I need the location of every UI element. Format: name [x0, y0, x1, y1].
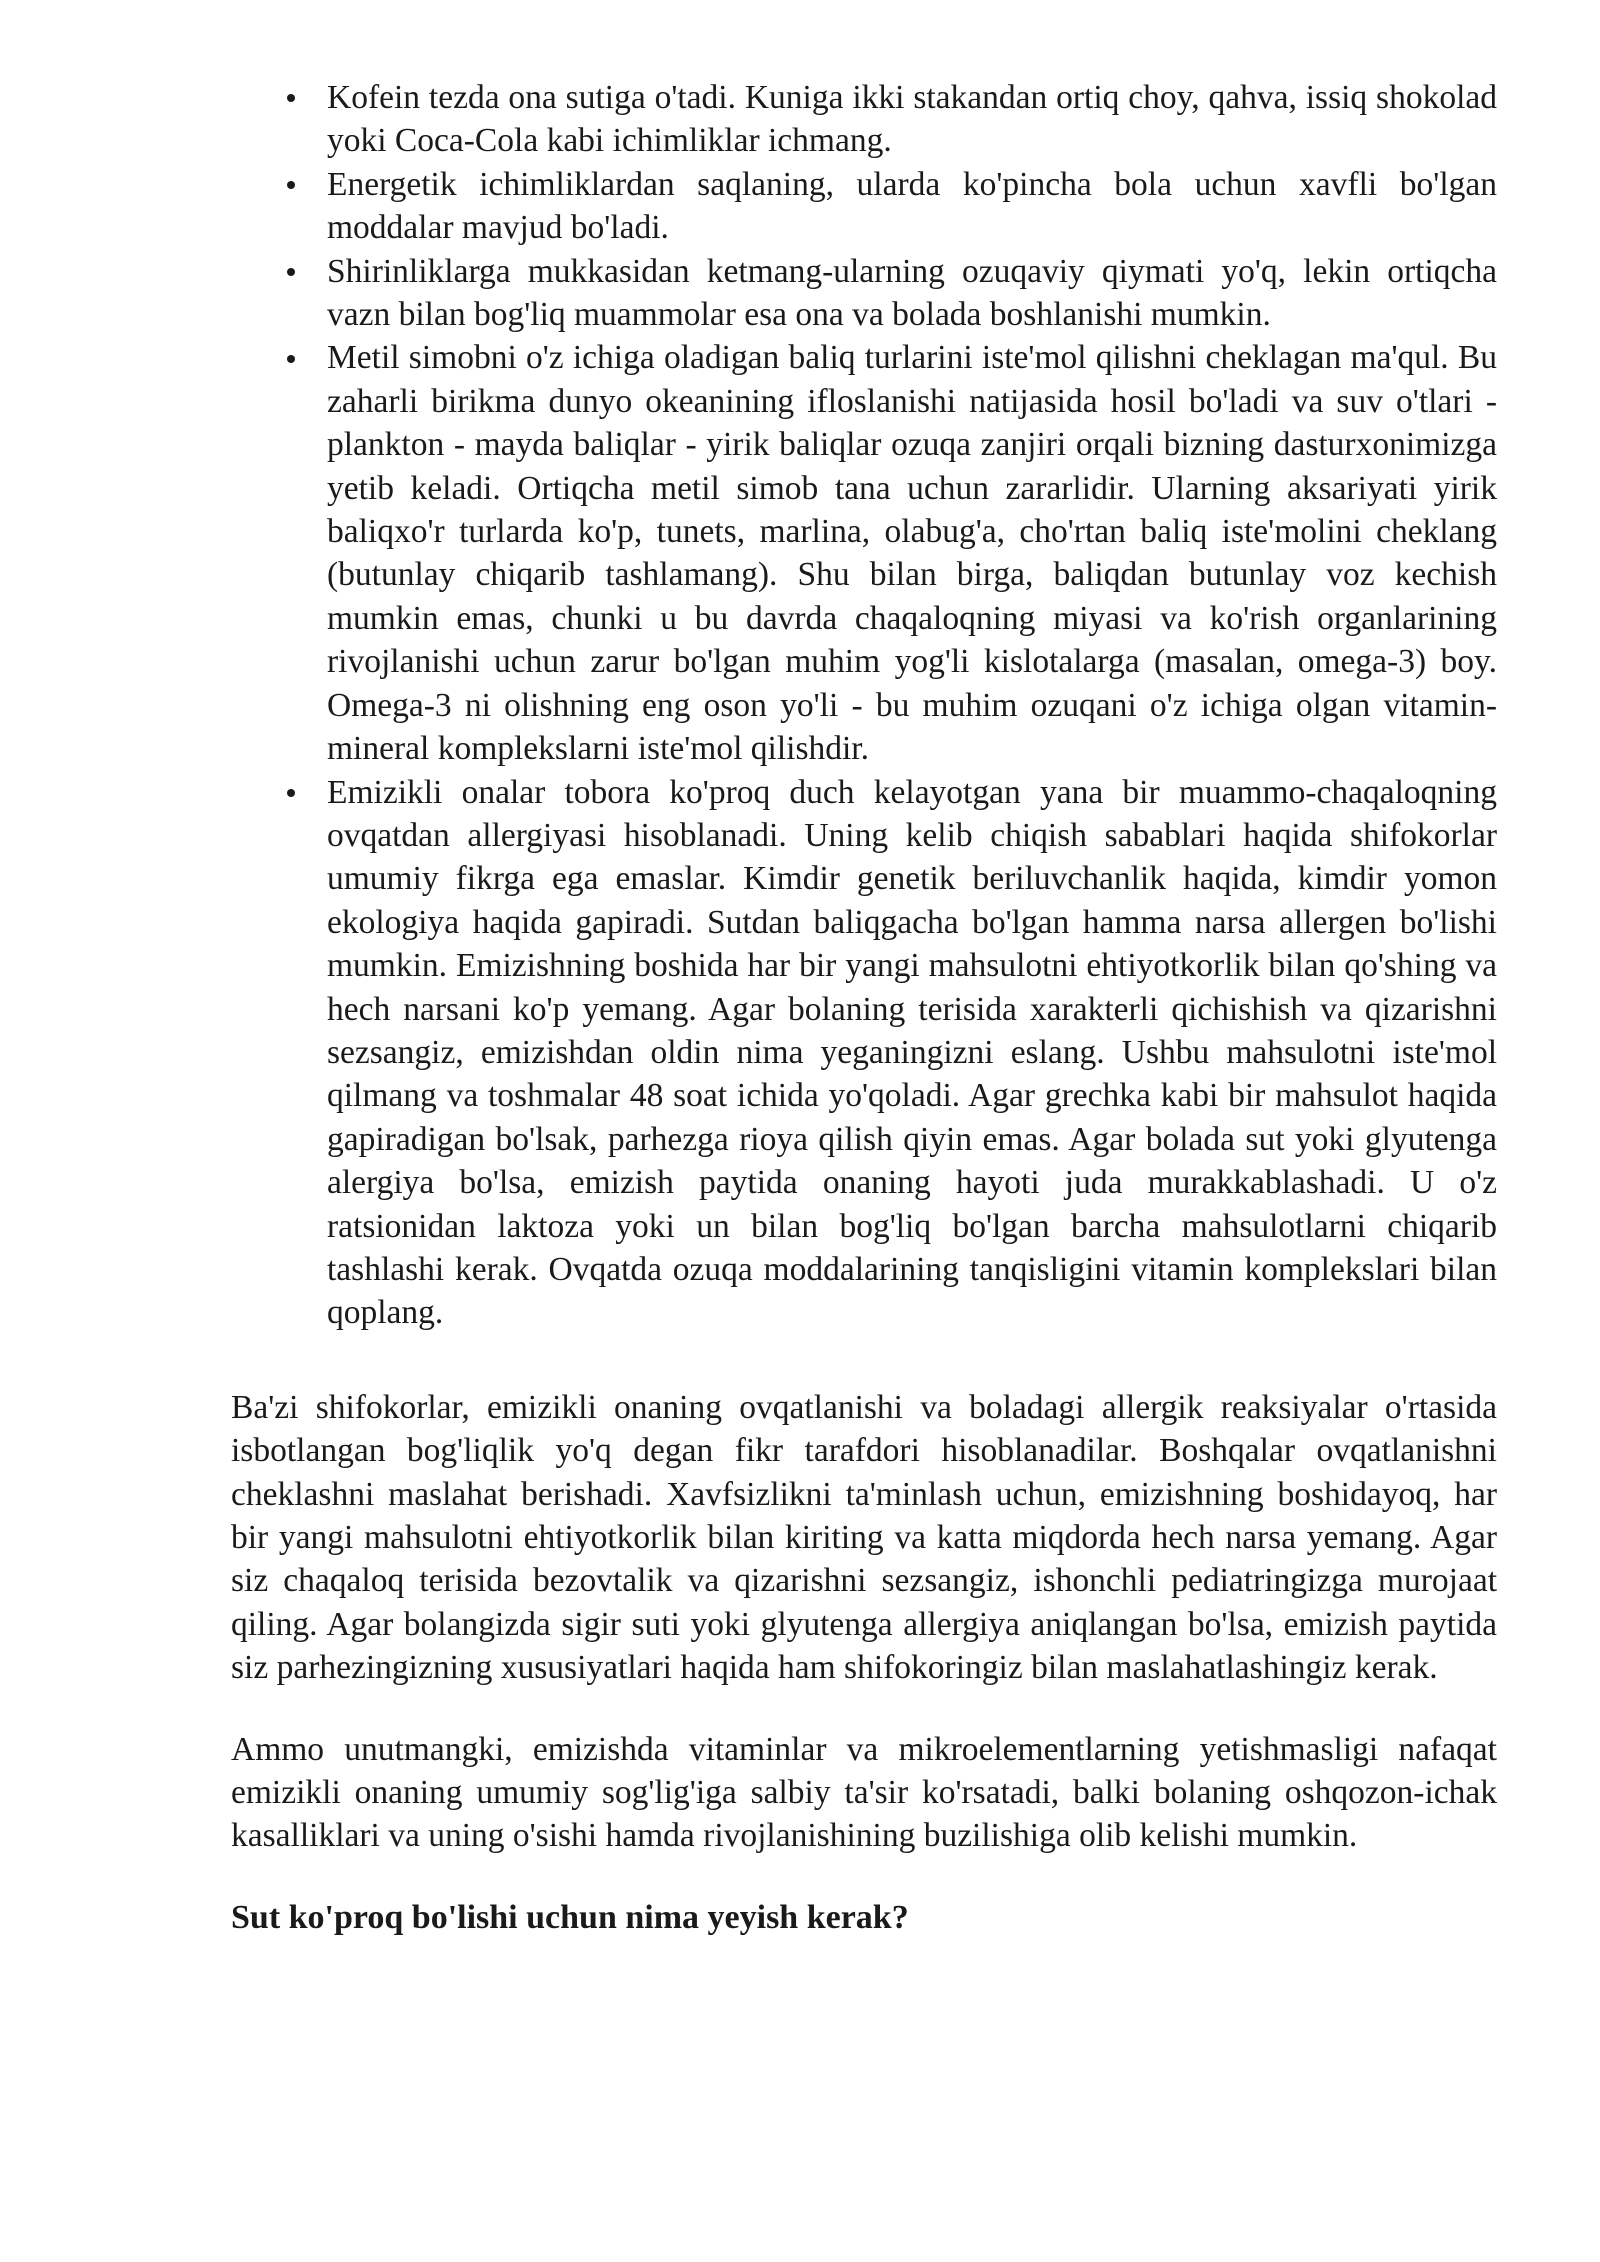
bullet-icon	[281, 250, 301, 293]
bullet-text: Kofein tezda ona sutiga o'tadi. Kuniga ikki stakandan ortiq choy, qahva, issiq shokolad yoki Coca-Cola kabi ichimliklar ichmang.	[327, 79, 1497, 160]
bullet-text: Shirinliklarga mukkasidan ketmang-ularning ozuqaviy qiymati yo'q, lekin ortiqcha vazn bilan bog'liq muammolar esa ona va bolada boshlanishi mumkin.	[327, 252, 1497, 334]
document-page	[231, 76, 1497, 1939]
list-item	[231, 250, 1497, 337]
list-item	[231, 771, 1497, 1335]
bullet-text: Emizikli onalar tobora ko'proq duch kelayotgan yana bir muammo-chaqaloqning ovqatdan allergiyasi hisoblanadi. Uning kelib chiqish sabablari haqida shifokorlar umumiy fikrga ega emaslar. Kimdir genetik beriluvchanlik haqida, kimdir yomon ekologiya haqida gapiradi. Sutdan baliqgacha bo'lgan hamma narsa allergen bo'lishi mumkin. Emizishning boshida har bir yangi mahsulotni ehtiyotkorlik bilan qo'shing va hech narsani ko'p yemang. Agar bolaning terisida xarakterli qichishish va qizarishni sezsangiz, emizishdan oldin nima yeganingizni eslang. Ushbu mahsulotni iste'mol qilmang va toshmalar 48 soat ichida yo'qoladi. Agar grechka kabi bir mahsulot haqida gapiradigan bo'lsak, parhezga rioya qilish qiyin emas. Agar bolada sut yoki glyutenga alergiya bo'lsa, emizish paytida onaning hayoti juda murakkablashadi. U o'z ratsionidan laktoza yoki un bilan bog'liq bo'lgan barcha mahsulotlarni chiqarib tashlashi kerak. Ovqatda ozuqa moddalarining tanqisligini vitamin komplekslari bilan qoplang.	[327, 773, 1497, 1332]
list-item	[231, 336, 1497, 770]
section-heading: Sut ko'proq bo'lishi uchun nima yeyish kerak?	[231, 1898, 909, 1936]
bullet-icon	[281, 336, 301, 379]
bullet-text: Metil simobni o'z ichiga oladigan baliq turlarini iste'mol qilishni cheklagan ma'qul. Bu zaharli birikma dunyo okeanining ifloslanishi natijasida hosil bo'ladi va suv o'tlari - plankton - mayda baliqlar - yirik baliqlar ozuqa zanjiri orqali bizning dasturxonimizga yetib keladi. Ortiqcha metil simob tana uchun zararlidir. Ularning aksariyati yirik baliqxo'r turlarda ko'p, tunets, marlina, olabug'a, cho'rtan baliq iste'molini cheklang (butunlay chiqarib tashlamang). Shu bilan birga, baliqdan butunlay voz kechish mumkin emas, chunki u bu davrda chaqaloqning miyasi va ko'rish organlarining rivojlanishi uchun zarur bo'lgan muhim yog'li kislotalarga (masalan, omega-3) boy. Omega-3 ni olishning eng oson yo'li - bu muhim ozuqani o'z ichiga olgan vitamin-mineral komplekslarni iste'mol qilishdir.	[327, 339, 1497, 768]
bullet-icon	[281, 771, 301, 814]
bullet-list	[231, 76, 1497, 1335]
list-item	[231, 163, 1497, 250]
list-item	[231, 76, 1497, 163]
paragraph-allergy-opinions: Ba'zi shifokorlar, emizikli onaning ovqatlanishi va boladagi allergik reaksiyalar o'rtasida isbotlangan bog'liqlik yo'q degan fikr tarafdori hisoblanadilar. Boshqalar ovqatlanishni cheklashni maslahat berishadi. Xavfsizlikni ta'minlash uchun, emizishning boshidayoq, har bir yangi mahsulotni ehtiyotkorlik bilan kiriting va katta miqdorda hech narsa yemang. Agar siz chaqaloq terisida bezovtalik va qizarishni sezsangiz, ishonchli pediatringizga murojaat qiling. Agar bolangizda sigir suti yoki glyutenga allergiya aniqlangan bo'lsa, emizish paytida siz parhezingizning xususiyatlari haqida ham shifokoringiz bilan maslahatlashingiz kerak.	[231, 1388, 1497, 1687]
paragraph-vitamin-deficiency: Ammo unutmangki, emizishda vitaminlar va mikroelementlarning yetishmasligi nafaqat emizikli onaning umumiy sog'lig'iga salbiy ta'sir ko'rsatadi, balki bolaning oshqozon-ichak kasalliklari va uning o'sishi hamda rivojlanishining buzilishiga olib kelishi mumkin.	[231, 1730, 1497, 1855]
bullet-icon	[281, 163, 301, 206]
bullet-text: Energetik ichimliklardan saqlaning, ularda ko'pincha bola uchun xavfli bo'lgan moddalar mavjud bo'ladi.	[327, 165, 1497, 247]
bullet-icon	[281, 76, 301, 119]
